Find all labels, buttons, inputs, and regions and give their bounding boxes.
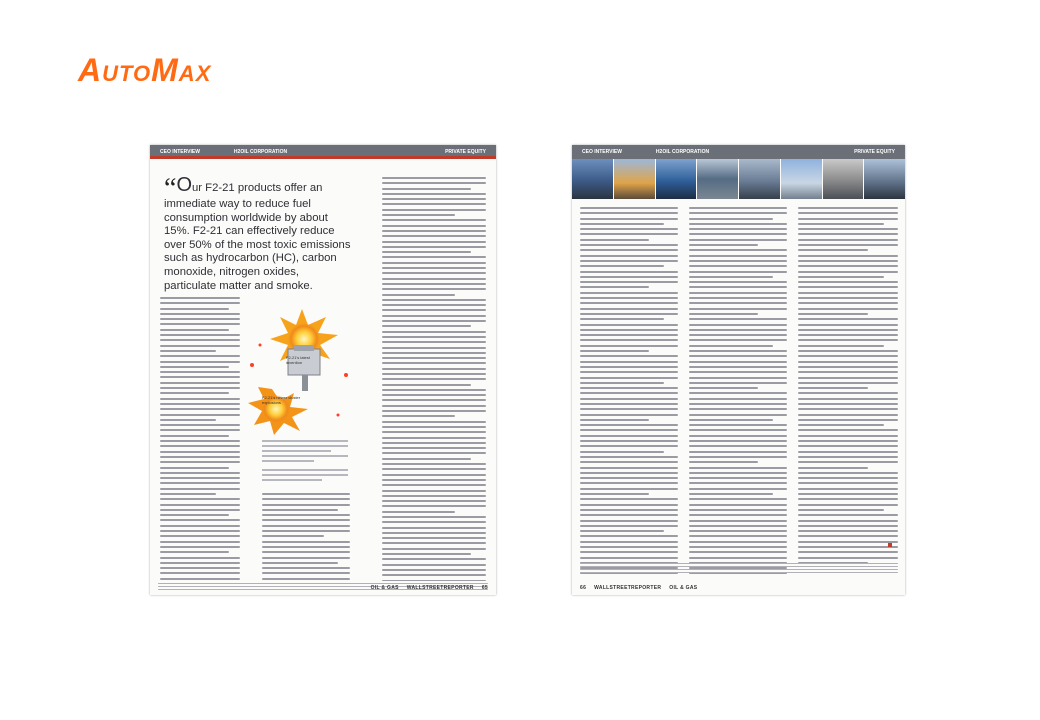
copyright-notice [580,563,898,577]
footer-section: OIL & GAS [669,585,698,591]
figure-caption [262,440,348,490]
photo-locomotive [823,159,864,199]
page-footer [150,581,496,595]
transport-photo-strip [572,159,905,199]
header-company: H2OIL CORPORATION [655,149,710,155]
end-mark [888,543,892,547]
product-illustration [242,305,362,435]
page-footer [572,581,905,595]
body-column-1 [160,297,240,582]
footer-publication: WALLSTREETREPORTER [594,585,662,591]
photo-bike [864,159,905,199]
photo-ship [656,159,697,199]
body-column-3 [798,207,898,575]
body-column-2 [262,493,350,583]
magazine-page-right [572,145,905,595]
figure-label-a: F2-21's latest invention [286,355,310,365]
pull-quote: “Our F2-21 products offer an immediate way to reduce fuel consumption worldwide by about 15%. F2-21 can effectively reduce over 50% of the most toxic emissions such as hydrocarbon (HC), carbon monoxide, nitrogen oxides, particulate matter and smoke. [164,173,351,292]
header-section: CEO INTERVIEW [582,149,622,155]
page-header [572,145,905,159]
footer-section: OIL & GAS [370,585,399,591]
body-column-3 [382,177,486,581]
slide-title: AutoMax [78,52,212,88]
body-column-2 [689,207,787,575]
footer-page-number: 65 [481,585,488,591]
header-category: PRIVATE EQUITY [445,149,486,155]
body-column-1 [580,207,678,575]
photo-train [697,159,738,199]
figure-label-b: F2-21's newer cluster explosions [262,395,301,405]
photo-bus [614,159,655,199]
page-header [150,145,496,159]
footer-page-number: 66 [580,585,587,591]
header-company: H2OIL CORPORATION [233,149,288,155]
header-section: CEO INTERVIEW [160,149,200,155]
header-category: PRIVATE EQUITY [854,149,895,155]
photo-truck [572,159,613,199]
magazine-page-left [150,145,496,595]
product-device [288,345,320,391]
pull-quote-initial: O [176,174,192,196]
pull-quote-text: ur F2-21 products offer an immediate way to reduce fuel consumption worldwide by about 15%. F2-21 can effectively reduce over 50% of the most toxic emissions such as hydrocarbon (HC), carbon monoxide, nitrogen oxides, particulate matter and smoke. [164,182,351,292]
photo-plane [781,159,822,199]
footer-publication: WALLSTREETREPORTER [406,585,474,591]
photo-car [739,159,780,199]
